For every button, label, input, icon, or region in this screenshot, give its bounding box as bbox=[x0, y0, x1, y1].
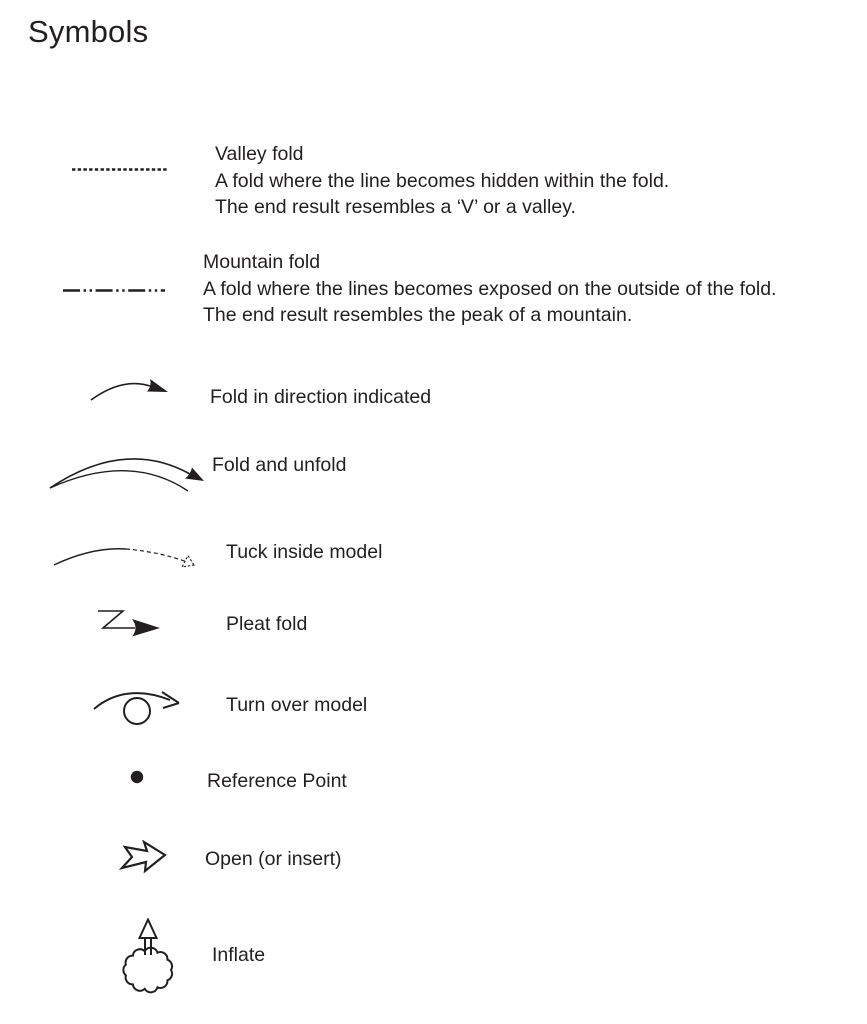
symbol-label: Inflate bbox=[212, 944, 266, 966]
mountain-fold-entry bbox=[203, 249, 776, 329]
tuck-inside-arrow-icon bbox=[52, 539, 202, 571]
open-insert-entry bbox=[205, 846, 342, 873]
symbol-label: Pleat fold bbox=[226, 613, 308, 635]
page-title: Symbols bbox=[28, 14, 149, 49]
reference-point-dot-icon bbox=[130, 770, 144, 784]
pleat-fold-arrow-icon bbox=[95, 605, 165, 639]
fold-unfold-arrow-icon bbox=[40, 446, 212, 496]
symbol-label: Reference Point bbox=[207, 770, 347, 792]
symbol-description: The end result resembles the peak of a mountain. bbox=[203, 304, 633, 326]
fold-unfold-entry bbox=[212, 452, 346, 479]
turn-over-entry bbox=[226, 692, 367, 719]
symbol-label: Fold and unfold bbox=[212, 454, 347, 476]
symbol-label: Mountain fold bbox=[203, 251, 321, 273]
mountain-fold-line-icon bbox=[61, 285, 166, 296]
symbol-description: A fold where the line becomes hidden within the fold. bbox=[215, 169, 670, 192]
tuck-inside-entry bbox=[226, 539, 382, 566]
symbol-label: Fold in direction indicated bbox=[210, 386, 432, 408]
symbol-label: Turn over model bbox=[226, 694, 368, 716]
symbol-description: The end result resembles a ‘V’ or a valley. bbox=[215, 196, 576, 218]
turn-over-arrow-icon bbox=[92, 684, 186, 730]
symbol-description: A fold where the lines becomes exposed on the outside of the fold. bbox=[203, 277, 777, 300]
symbol-label: Valley fold bbox=[215, 143, 304, 165]
symbol-label: Open (or insert) bbox=[205, 848, 342, 870]
valley-fold-line-icon bbox=[70, 164, 170, 175]
reference-point-entry bbox=[207, 768, 347, 795]
pleat-fold-entry bbox=[226, 611, 307, 638]
inflate-cloud-arrow-icon bbox=[119, 918, 179, 994]
open-insert-arrow-icon bbox=[119, 840, 169, 876]
symbol-label: Tuck inside model bbox=[226, 541, 383, 563]
valley-fold-entry bbox=[215, 141, 669, 221]
fold-direction-arrow-icon bbox=[88, 374, 173, 404]
inflate-entry bbox=[212, 942, 265, 969]
fold-direction-entry bbox=[210, 384, 431, 411]
